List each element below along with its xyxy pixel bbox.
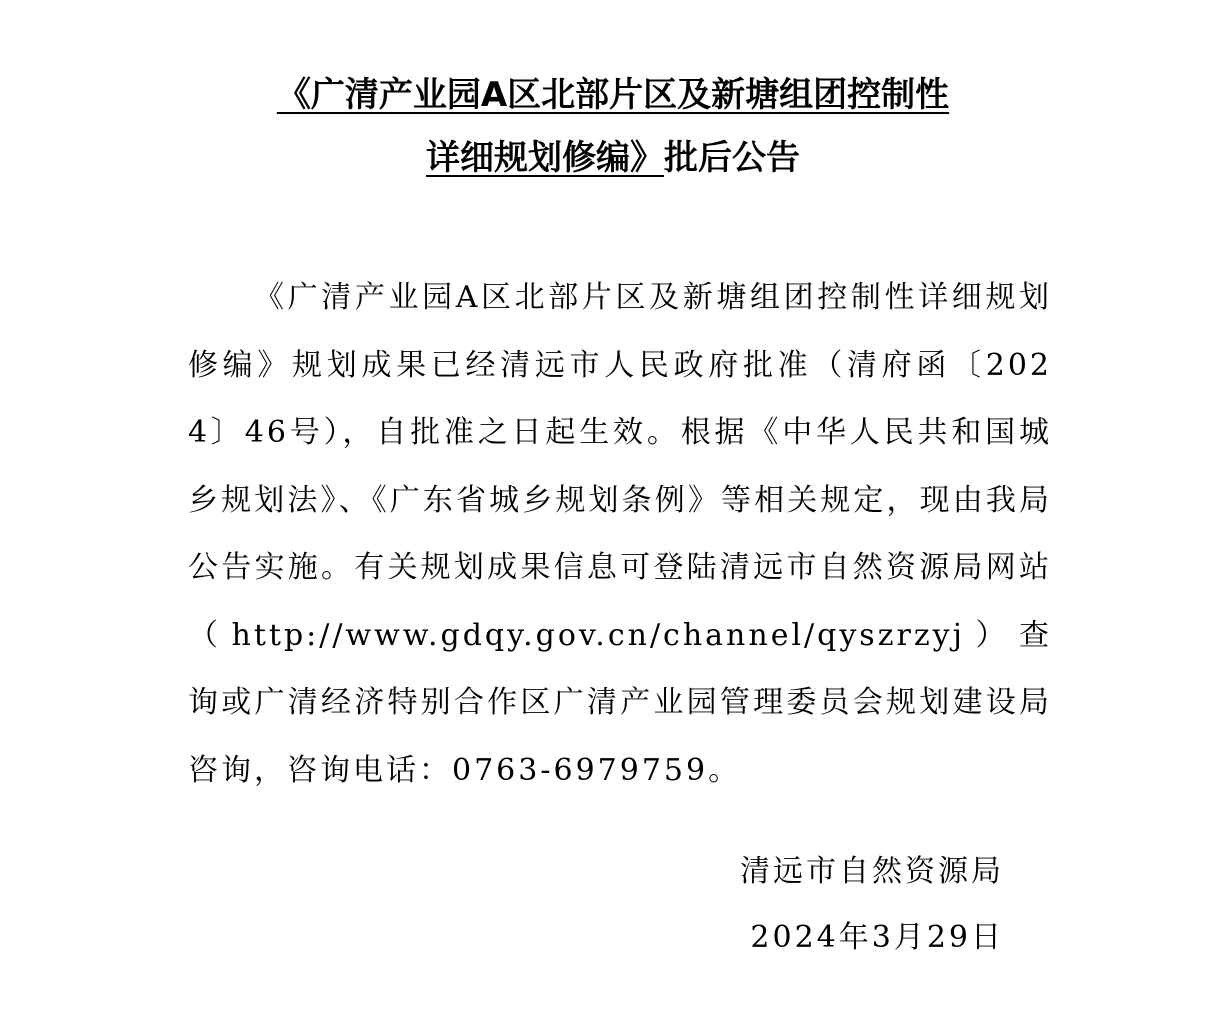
notice-title-line-1 [0,75,1226,115]
signature-date: 2024年3月29日 [750,920,1004,955]
notice-body-paragraph: 《广清产业园A区北部片区及新塘组团控制性详细规划修编》规划成果已经清远市人民政府批准（清府函〔2024〕46号），自批准之日起生效。根据《中华人民共和国城乡规划法》、《广东省城乡规划条例》等相关规定，现由我局公告实施。有关规划成果信息可登陆清远市自然资源局网站（http://www.gdqy.gov.cn/channel/qyszrzyj）查询或广清经济特别合作区广清产业园管理委员会规划建设局咨询，咨询电话：0763-6979759。 [188,280,1052,788]
notice-title-line-2-rest-text: 批后公告 [664,138,800,178]
signature-organization: 清远市自然资源局 [740,854,1004,889]
notice-title-line-2 [0,138,1226,178]
notice-title-line-2-underlined-text: 详细规划修编》 [426,138,664,178]
notice-title-line-1-text: 《广清产业园A区北部片区及新塘组团控制性 [276,75,950,115]
notice-body [188,264,1052,804]
